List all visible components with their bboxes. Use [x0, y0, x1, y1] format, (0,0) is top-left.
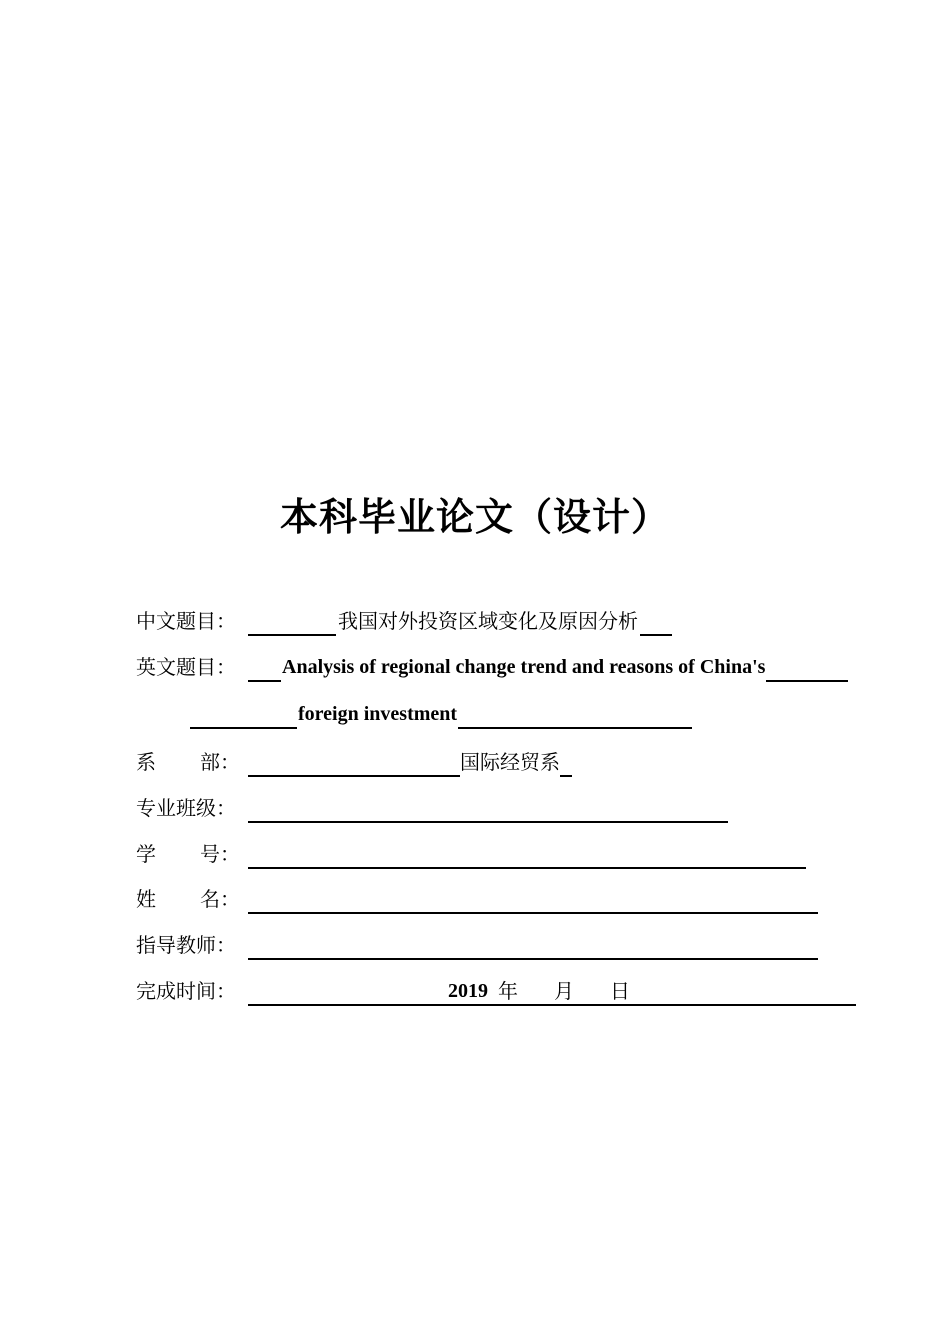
cn-title-label: 中文题目：	[136, 609, 236, 633]
advisor-label: 指导教师：	[136, 933, 236, 957]
en-title-row	[136, 652, 916, 682]
student-id-label-b: 号：	[200, 842, 240, 866]
date-row	[136, 976, 916, 1006]
date-year-unit: 年	[498, 979, 518, 1003]
student-id-underline	[248, 839, 806, 869]
date-label: 完成时间：	[136, 979, 236, 1003]
en-title-value-line1: Analysis of regional change trend and reasons of China's	[281, 652, 766, 682]
dept-label-a: 系	[136, 750, 156, 774]
student-id-label	[136, 839, 240, 869]
name-label-b: 名：	[200, 887, 240, 911]
cn-title-value: 我国对外投资区域变化及原因分析	[336, 606, 640, 636]
dept-value: 国际经贸系	[460, 747, 560, 777]
document-title: 本科毕业论文（设计）	[279, 495, 670, 539]
date-day-unit: 日	[610, 979, 630, 1003]
class-row	[136, 793, 896, 823]
date-month-unit: 月	[554, 979, 574, 1003]
en-title-row-2	[190, 699, 700, 729]
date-underline	[248, 976, 856, 1006]
dept-label	[136, 747, 240, 777]
name-label	[136, 884, 240, 914]
name-row	[136, 884, 896, 914]
advisor-underline	[248, 930, 818, 960]
advisor-row	[136, 930, 896, 960]
student-id-label-a: 学	[136, 842, 156, 866]
name-label-a: 姓	[136, 887, 156, 911]
dept-label-b: 部：	[200, 750, 240, 774]
dept-row	[136, 747, 896, 777]
class-label: 专业班级：	[136, 796, 236, 820]
en-title-value-line2: foreign investment	[297, 699, 458, 729]
en-title-label: 英文题目：	[136, 655, 236, 679]
student-id-row	[136, 839, 896, 869]
class-underline	[248, 793, 728, 823]
date-year: 2019	[448, 980, 488, 1002]
name-underline	[248, 884, 818, 914]
cn-title-row	[136, 606, 896, 636]
